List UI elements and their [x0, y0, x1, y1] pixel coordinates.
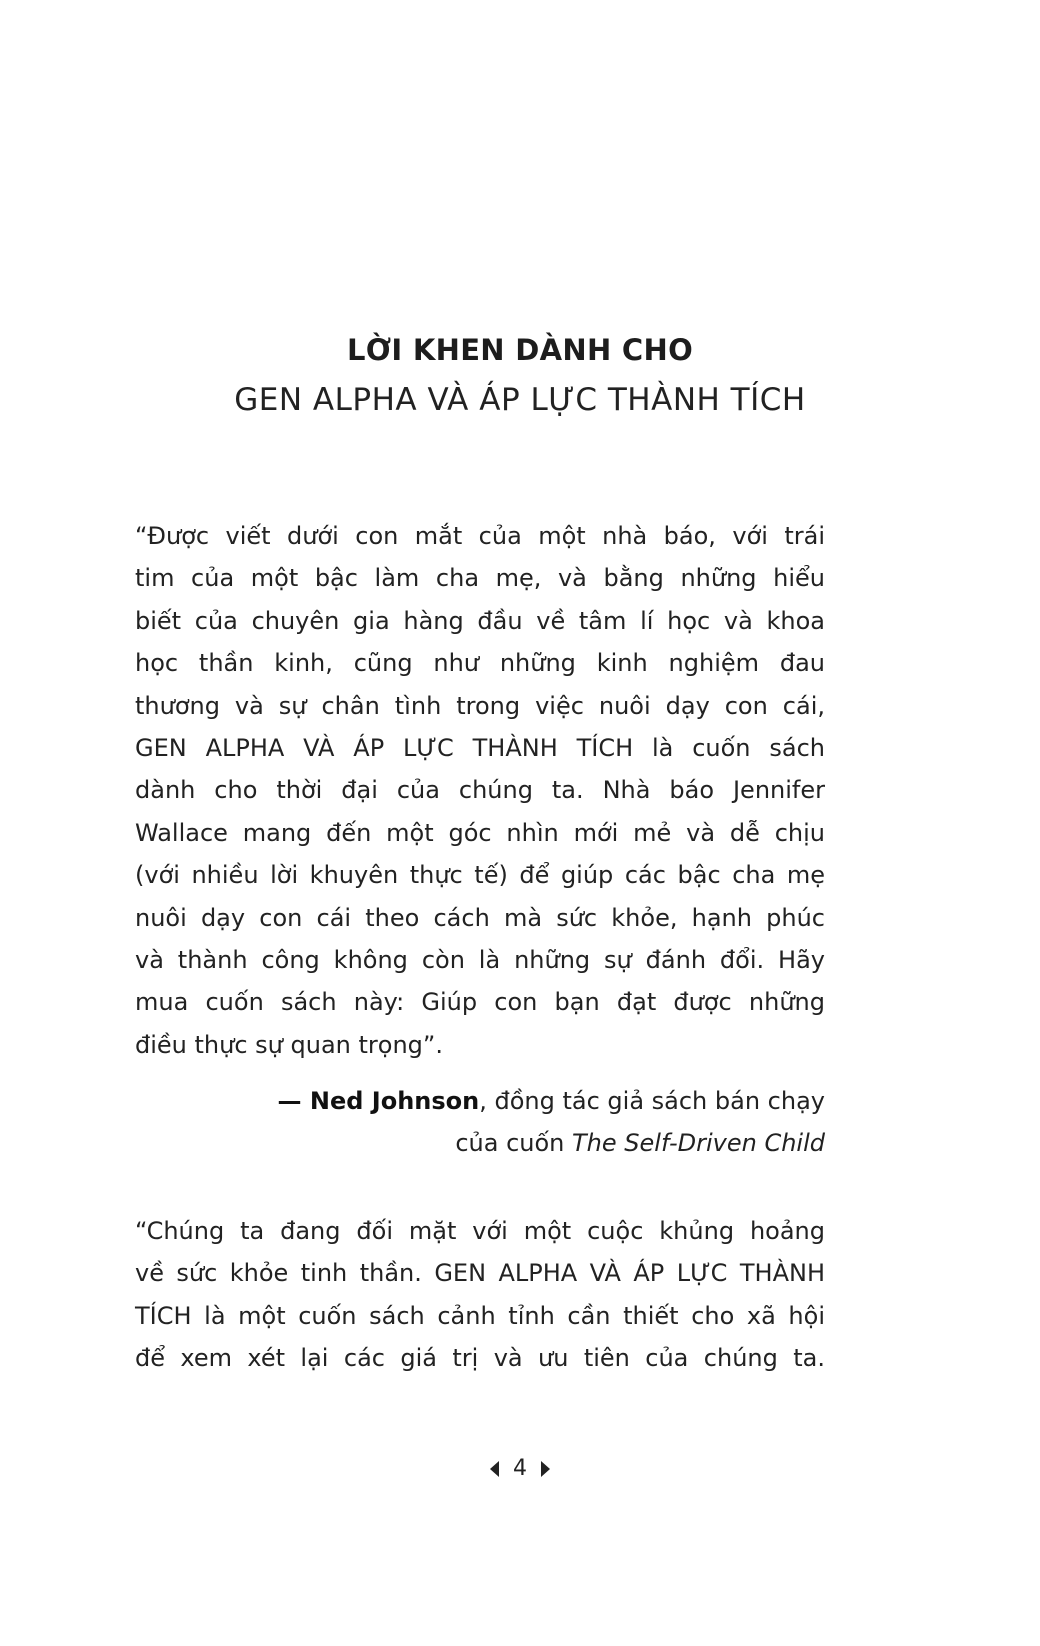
quote-line: Wallace mang đến một góc nhìn mới mẻ và dễ chịu [135, 818, 825, 847]
book-title-subtitle: GEN ALPHA VÀ ÁP LỰC THÀNH TÍCH [234, 382, 806, 418]
quote-line: biết của chuyên gia hàng đầu về tâm lí học và khoa [135, 606, 825, 635]
quote-line: “Chúng ta đang đối mặt với một cuộc khủng hoảng [135, 1217, 825, 1245]
quote-line: học thần kinh, cũng như những kinh nghiệm đau [135, 649, 825, 678]
quote-line: về sức khỏe tinh thần. GEN ALPHA VÀ ÁP LỰC THÀNH [135, 1259, 825, 1288]
quote-line: tim của một bậc làm cha mẹ, và bằng những hiểu [135, 564, 825, 593]
quote-line: TÍCH là một cuốn sách cảnh tỉnh cần thiết cho xã hội [135, 1301, 825, 1330]
quote-ned-johnson [135, 515, 825, 1066]
page-number: 4 [513, 1456, 527, 1481]
page-navigation [0, 1456, 1040, 1481]
previous-page-icon[interactable] [490, 1461, 499, 1477]
author-name: — Ned Johnson [277, 1087, 480, 1115]
quote-line: dành cho thời đại của chúng ta. Nhà báo Jennifer [135, 776, 825, 805]
next-page-icon[interactable] [541, 1461, 550, 1477]
quote-line: “Được viết dưới con mắt của một nhà báo, với trái [135, 522, 825, 550]
page-title: LỜI KHEN DÀNH CHO [346, 333, 694, 367]
quote-attribution [278, 1080, 825, 1165]
quote-line: (với nhiều lời khuyên thực tế) để giúp các bậc cha mẹ [135, 861, 825, 890]
quote-second [135, 1210, 825, 1380]
quote-line: GEN ALPHA VÀ ÁP LỰC THÀNH TÍCH là cuốn sách [135, 733, 825, 762]
quote-line: mua cuốn sách này: Giúp con bạn đạt được những [135, 988, 825, 1017]
quote-line: để xem xét lại các giá trị và ưu tiên của chúng ta. [135, 1344, 825, 1373]
quote-line: điều thực sự quan trọng”. [135, 1030, 443, 1059]
quote-line: và thành công không còn là những sự đánh đổi. Hãy [135, 945, 825, 974]
author-role: , đồng tác giả sách bán chạy [479, 1087, 825, 1115]
quote-line: thương và sự chân tình trong việc nuôi dạy con cái, [135, 691, 825, 720]
book-name: The Self-Driven Child [572, 1129, 825, 1158]
book-prefix: của cuốn [455, 1129, 573, 1158]
quote-line: nuôi dạy con cái theo cách mà sức khỏe, hạnh phúc [135, 903, 825, 932]
